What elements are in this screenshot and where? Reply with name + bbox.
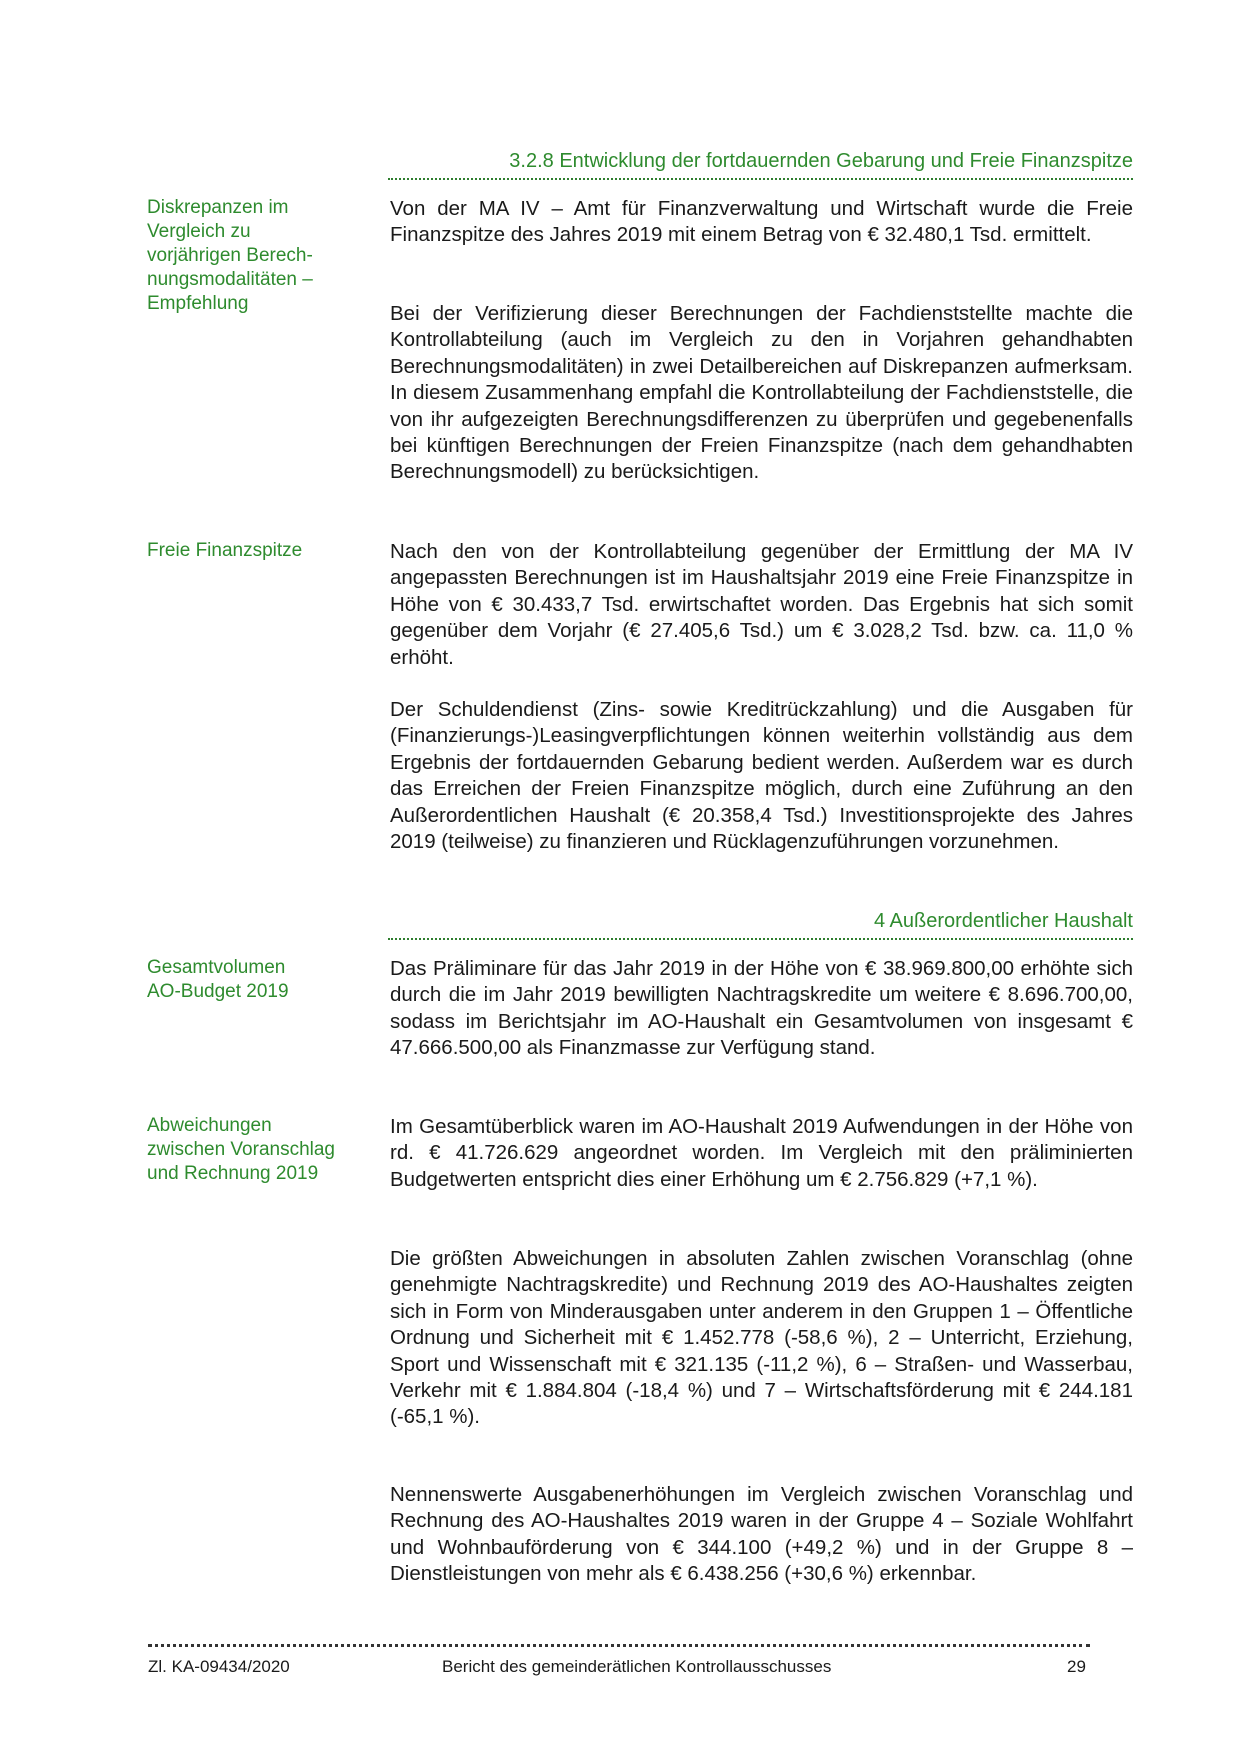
footer-page-number: 29 [1067, 1657, 1086, 1676]
side-label-line: Vergleich zu [147, 221, 251, 242]
footer-divider [148, 1644, 1090, 1647]
side-label-abweichungen [147, 1114, 367, 1186]
side-label-diskrepanzen [147, 196, 367, 316]
side-label-line: AO-Budget 2019 [147, 981, 289, 1002]
footer-reference: Zl. KA-09434/2020 [148, 1657, 290, 1676]
section-heading-3-2-8: 3.2.8 Entwicklung der fortdauernden Gebarung und Freie Finanzspitze [388, 148, 1133, 180]
paragraph-angepasste-berechnungen: Nach den von der Kontrollabteilung gegenüber der Ermittlung der MA IV angepassten Berechnungen ist im Haushaltsjahr 2019 eine Freie Finanzspitze in Höhe von € 30.433,7 Tsd. erwirtschaftet worden. Das Ergebnis hat sich somit gegenüber dem Vorjahr (€ 27.405,6 Tsd.) um € 3.028,2 Tsd. bzw. ca. 11,0 % erhöht. [390, 540, 1133, 669]
side-label-line: Abweichungen [147, 1115, 272, 1136]
side-label-line: Freie Finanzspitze [147, 540, 303, 561]
section-heading-4: 4 Außerordentlicher Haushalt [388, 908, 1133, 940]
paragraph-groesste-abweichungen: Die größten Abweichungen in absoluten Zahlen zwischen Voranschlag (ohne genehmigte Nachtragskredite) und Rechnung 2019 des AO-Haushaltes zeigten sich in Form von Minderausgaben unter anderem in den Gruppen 1 – Öffentliche Ordnung und Sicherheit mit € 1.452.778 (-58,6 %), 2 – Unterricht, Erziehung, Sport und Wissenschaft mit € 321.135 (-11,2 %), 6 – Straßen- und Wasserbau, Verkehr mit € 1.884.804 (-18,4 %) und 7 – Wirtschaftsförderung mit € 244.181 (-65,1 %). [390, 1247, 1133, 1429]
paragraph-freie-finanzspitze-ermittelt: Von der MA IV – Amt für Finanzverwaltung und Wirtschaft wurde die Freie Finanzspitze des Jahres 2019 mit einem Betrag von € 32.480,1 Tsd. ermittelt. [390, 197, 1133, 247]
side-label-gesamtvolumen [147, 956, 367, 1004]
paragraph-ausgabenerhoehungen: Nennenswerte Ausgabenerhöhungen im Vergleich zwischen Voranschlag und Rechnung des AO-Haushaltes 2019 waren in der Gruppe 4 – Soziale Wohlfahrt und Wohnbauförderung von € 344.100 (+49,2 %) und in der Gruppe 8 – Dienstleistungen von mehr als € 6.438.256 (+30,6 %) erkennbar. [390, 1483, 1133, 1586]
side-label-line: nungsmodalitäten – [147, 269, 313, 290]
side-label-line: Gesamtvolumen [147, 957, 286, 978]
paragraph-schuldendienst: Der Schuldendienst (Zins- sowie Kreditrückzahlung) und die Ausgaben für (Finanzierungs-)Leasingverpflichtungen können weiterhin vollständig aus dem Ergebnis der fortdauernden Gebarung bedient werden. Außerdem war es durch das Erreichen der Freien Finanzspitze möglich, durch eine Zuführung an den Außerordentlichen Haushalt (€ 20.358,4 Tsd.) Investitionsprojekte des Jahres 2019 (teilweise) zu finanzieren und Rücklagenzuführungen vorzunehmen. [390, 698, 1133, 854]
side-label-freie-finanzspitze [147, 539, 367, 563]
side-label-line: Empfehlung [147, 293, 249, 314]
paragraph-praeliminare: Das Präliminare für das Jahr 2019 in der Höhe von € 38.969.800,00 erhöhte sich durch die im Jahr 2019 bewilligten Nachtragskredite um weitere € 8.696.700,00, sodass im Berichtsjahr im AO-Haushalt ein Gesamtvolumen von insgesamt € 47.666.500,00 als Finanzmasse zur Verfügung stand. [390, 957, 1133, 1060]
side-label-line: vorjährigen Berech- [147, 245, 313, 266]
paragraph-gesamtueberblick: Im Gesamtüberblick waren im AO-Haushalt 2019 Aufwendungen in der Höhe von rd. € 41.726.629 angeordnet worden. Im Vergleich mit den präliminierten Budgetwerten entspricht dies einer Erhöhung um € 2.756.829 (+7,1 %). [390, 1115, 1133, 1191]
footer-title: Bericht des gemeinderätlichen Kontrollausschusses [442, 1657, 832, 1676]
side-label-line: Diskrepanzen im [147, 197, 289, 218]
paragraph-verifizierung: Bei der Verifizierung dieser Berechnungen der Fachdienststellte machte die Kontrollabteilung (auch im Vergleich zu den in Vorjahren gehandhabten Berechnungsmodalitäten) in zwei Detailbereichen auf Diskrepanzen aufmerksam. In diesem Zusammenhang empfahl die Kontrollabteilung der Fachdienststelle, die von ihr aufgezeigten Berechnungsdifferenzen zu überprüfen und gegebenenfalls bei künftigen Berechnungen der Freien Finanzspitze (nach dem gehandhabten Berechnungsmodell) zu berücksichtigen. [390, 302, 1133, 484]
side-label-line: und Rechnung 2019 [147, 1163, 319, 1184]
side-label-line: zwischen Voranschlag [147, 1139, 335, 1160]
